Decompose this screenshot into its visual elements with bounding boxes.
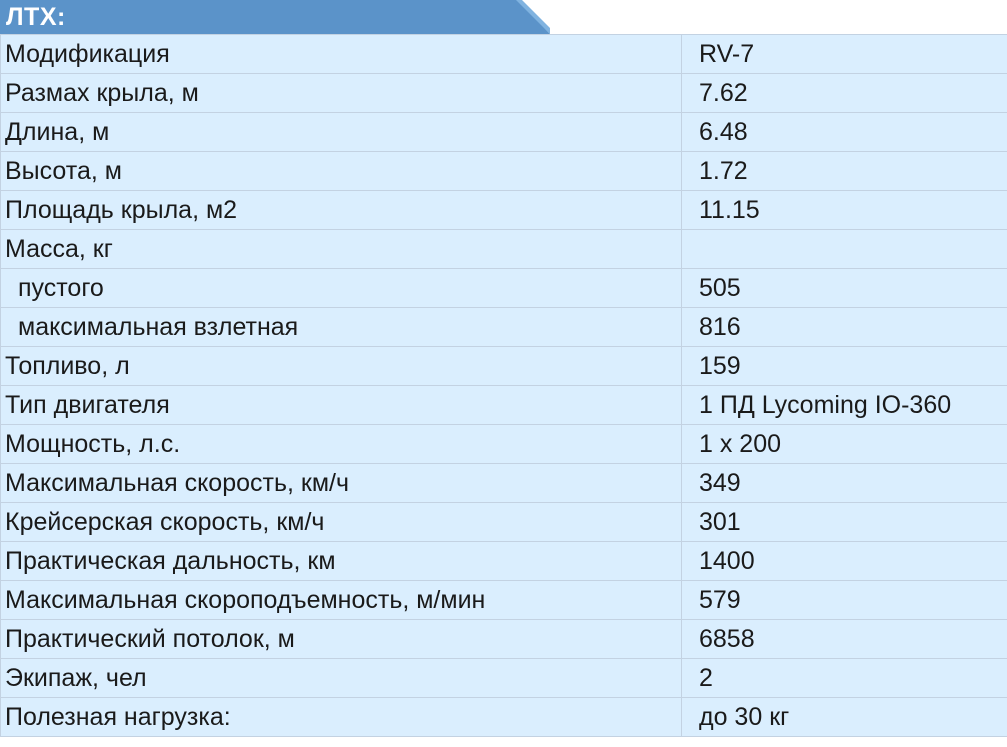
spec-value: 7.62 [682, 74, 1007, 113]
spec-value: 816 [682, 308, 1007, 347]
spec-value: 1400 [682, 542, 1007, 581]
spec-label: Высота, м [1, 152, 682, 191]
spec-value: 1 x 200 [682, 425, 1007, 464]
spec-label: Масса, кг [1, 230, 682, 269]
spec-label: Максимальная скороподъемность, м/мин [1, 581, 682, 620]
spec-value: 6.48 [682, 113, 1007, 152]
spec-value: до 30 кг [682, 698, 1007, 737]
spec-label: Размах крыла, м [1, 74, 682, 113]
spec-label: Длина, м [1, 113, 682, 152]
table-row [1, 425, 1007, 464]
section-header [0, 0, 1007, 34]
spec-value: 349 [682, 464, 1007, 503]
table-row [1, 620, 1007, 659]
table-row [1, 503, 1007, 542]
spec-value: 1.72 [682, 152, 1007, 191]
spec-label: Практический потолок, м [1, 620, 682, 659]
table-row [1, 464, 1007, 503]
table-row [1, 581, 1007, 620]
spec-label: Экипаж, чел [1, 659, 682, 698]
spec-value: 159 [682, 347, 1007, 386]
table-row [1, 386, 1007, 425]
specs-table [0, 34, 1007, 737]
section-title: ЛТХ: [6, 3, 66, 31]
spec-label: максимальная взлетная [1, 308, 682, 347]
table-row [1, 659, 1007, 698]
table-row [1, 230, 1007, 269]
table-row [1, 35, 1007, 74]
spec-label: Полезная нагрузка: [1, 698, 682, 737]
spec-value: 579 [682, 581, 1007, 620]
spec-label: Модификация [1, 35, 682, 74]
table-row [1, 74, 1007, 113]
spec-value: 1 ПД Lycoming IO-360 [682, 386, 1007, 425]
header-band [0, 0, 1007, 34]
spec-value: 301 [682, 503, 1007, 542]
table-row [1, 542, 1007, 581]
table-row [1, 347, 1007, 386]
spec-value: RV-7 [682, 35, 1007, 74]
spec-label: Топливо, л [1, 347, 682, 386]
table-row [1, 191, 1007, 230]
spec-label: Тип двигателя [1, 386, 682, 425]
spec-label: Мощность, л.с. [1, 425, 682, 464]
spec-label: Площадь крыла, м2 [1, 191, 682, 230]
table-row [1, 113, 1007, 152]
spec-value: 2 [682, 659, 1007, 698]
spec-label: Практическая дальность, км [1, 542, 682, 581]
table-row [1, 152, 1007, 191]
spec-value [682, 230, 1007, 269]
table-row [1, 698, 1007, 737]
spec-value: 505 [682, 269, 1007, 308]
table-row [1, 308, 1007, 347]
spec-label: Крейсерская скорость, км/ч [1, 503, 682, 542]
spec-label: Максимальная скорость, км/ч [1, 464, 682, 503]
table-row [1, 269, 1007, 308]
spec-value: 11.15 [682, 191, 1007, 230]
spec-label: пустого [1, 269, 682, 308]
spec-value: 6858 [682, 620, 1007, 659]
specs-table-body [1, 35, 1007, 737]
